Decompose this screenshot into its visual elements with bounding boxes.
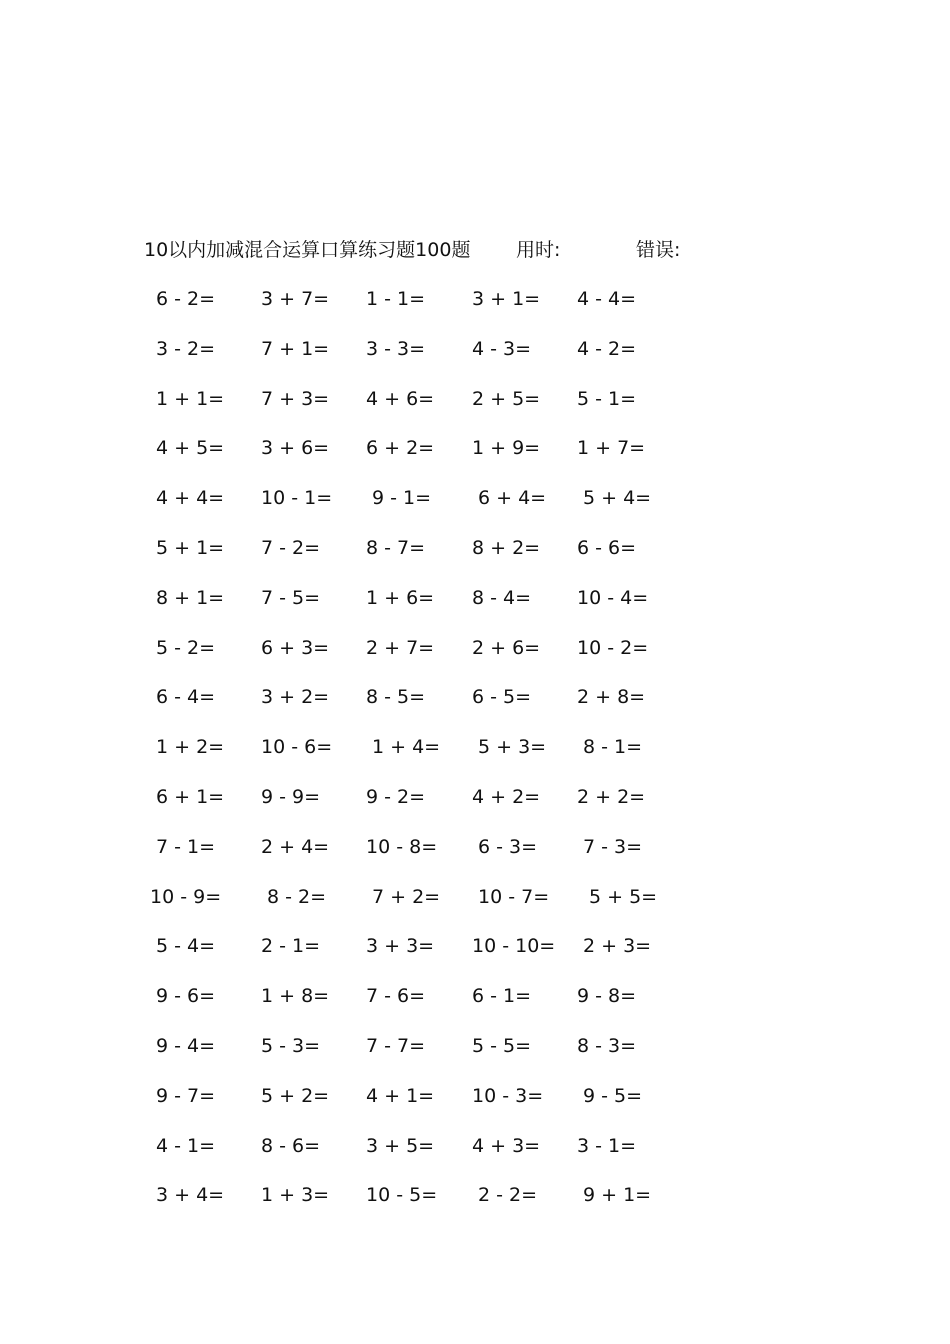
problem-item: 8 - 1= — [583, 736, 643, 758]
problem-item: 7 - 1= — [156, 836, 216, 858]
problem-item: 1 + 4= — [372, 736, 441, 758]
problem-item: 10 - 4= — [577, 587, 649, 609]
problem-item: 9 - 1= — [372, 487, 432, 509]
problem-item: 7 - 7= — [366, 1035, 426, 1057]
problem-item: 3 + 5= — [366, 1135, 435, 1157]
problem-item: 8 - 4= — [472, 587, 532, 609]
problem-item: 3 + 7= — [261, 288, 330, 310]
problem-item: 1 + 7= — [577, 437, 646, 459]
problem-item: 4 + 1= — [366, 1085, 435, 1107]
problem-item: 9 + 1= — [583, 1184, 652, 1206]
problem-item: 2 + 8= — [577, 686, 646, 708]
problem-item: 4 + 5= — [156, 437, 225, 459]
problem-item: 2 - 2= — [478, 1184, 538, 1206]
problem-item: 9 - 6= — [156, 985, 216, 1007]
problem-item: 2 + 2= — [577, 786, 646, 808]
problem-item: 6 - 1= — [472, 985, 532, 1007]
problem-item: 2 - 1= — [261, 935, 321, 957]
time-label: 用时: — [516, 239, 561, 261]
problem-item: 10 - 6= — [261, 736, 333, 758]
problem-item: 7 + 2= — [372, 886, 441, 908]
problem-item: 1 + 9= — [472, 437, 541, 459]
problem-item: 8 - 3= — [577, 1035, 637, 1057]
problem-item: 5 + 3= — [478, 736, 547, 758]
problem-item: 7 - 2= — [261, 537, 321, 559]
problem-item: 10 - 2= — [577, 637, 649, 659]
problem-item: 3 - 3= — [366, 338, 426, 360]
problem-item: 6 - 5= — [472, 686, 532, 708]
problem-item: 10 - 1= — [261, 487, 333, 509]
problem-item: 5 - 2= — [156, 637, 216, 659]
problem-item: 8 - 7= — [366, 537, 426, 559]
problem-item: 8 - 2= — [267, 886, 327, 908]
problem-item: 6 - 4= — [156, 686, 216, 708]
problem-item: 7 - 6= — [366, 985, 426, 1007]
problem-item: 1 - 1= — [366, 288, 426, 310]
problem-item: 5 + 1= — [156, 537, 225, 559]
problem-item: 1 + 2= — [156, 736, 225, 758]
problem-item: 2 + 4= — [261, 836, 330, 858]
problem-item: 5 - 1= — [577, 388, 637, 410]
problem-item: 4 - 3= — [472, 338, 532, 360]
problem-item: 9 - 2= — [366, 786, 426, 808]
problem-item: 8 - 6= — [261, 1135, 321, 1157]
problem-item: 7 - 5= — [261, 587, 321, 609]
problem-item: 10 - 5= — [366, 1184, 438, 1206]
problem-item: 5 - 4= — [156, 935, 216, 957]
problem-item: 2 + 6= — [472, 637, 541, 659]
problem-item: 2 + 3= — [583, 935, 652, 957]
problem-item: 9 - 7= — [156, 1085, 216, 1107]
problem-item: 3 - 2= — [156, 338, 216, 360]
problem-item: 5 + 5= — [589, 886, 658, 908]
problem-item: 9 - 4= — [156, 1035, 216, 1057]
problem-item: 7 + 1= — [261, 338, 330, 360]
problem-item: 3 + 6= — [261, 437, 330, 459]
problem-item: 4 + 2= — [472, 786, 541, 808]
problem-item: 7 + 3= — [261, 388, 330, 410]
problem-item: 9 - 8= — [577, 985, 637, 1007]
problem-item: 7 - 3= — [583, 836, 643, 858]
problem-item: 2 + 7= — [366, 637, 435, 659]
problem-item: 5 + 2= — [261, 1085, 330, 1107]
problem-item: 10 - 3= — [472, 1085, 544, 1107]
problem-item: 10 - 9= — [150, 886, 222, 908]
problem-item: 5 - 5= — [472, 1035, 532, 1057]
problem-item: 1 + 6= — [366, 587, 435, 609]
problem-item: 10 - 7= — [478, 886, 550, 908]
problem-item: 1 + 1= — [156, 388, 225, 410]
problem-item: 9 - 9= — [261, 786, 321, 808]
problem-item: 1 + 8= — [261, 985, 330, 1007]
problem-item: 3 + 4= — [156, 1184, 225, 1206]
problem-item: 6 - 2= — [156, 288, 216, 310]
problem-item: 6 + 2= — [366, 437, 435, 459]
problem-item: 3 + 3= — [366, 935, 435, 957]
problem-item: 8 + 2= — [472, 537, 541, 559]
problem-item: 9 - 5= — [583, 1085, 643, 1107]
problem-item: 8 + 1= — [156, 587, 225, 609]
problem-item: 8 - 5= — [366, 686, 426, 708]
problem-item: 4 + 4= — [156, 487, 225, 509]
problem-item: 4 + 3= — [472, 1135, 541, 1157]
problem-item: 1 + 3= — [261, 1184, 330, 1206]
problem-item: 4 - 1= — [156, 1135, 216, 1157]
problem-item: 4 - 2= — [577, 338, 637, 360]
problem-item: 3 - 1= — [577, 1135, 637, 1157]
problem-item: 10 - 8= — [366, 836, 438, 858]
worksheet-title: 10以内加减混合运算口算练习题100题 — [144, 239, 471, 261]
problem-item: 6 + 3= — [261, 637, 330, 659]
problem-item: 2 + 5= — [472, 388, 541, 410]
problem-item: 4 - 4= — [577, 288, 637, 310]
problem-item: 6 + 4= — [478, 487, 547, 509]
problem-item: 5 - 3= — [261, 1035, 321, 1057]
errors-label: 错误: — [636, 239, 681, 261]
problem-item: 4 + 6= — [366, 388, 435, 410]
problem-item: 6 - 6= — [577, 537, 637, 559]
problem-item: 3 + 1= — [472, 288, 541, 310]
problem-item: 6 - 3= — [478, 836, 538, 858]
problem-item: 6 + 1= — [156, 786, 225, 808]
problem-item: 3 + 2= — [261, 686, 330, 708]
problem-item: 5 + 4= — [583, 487, 652, 509]
problem-item: 10 - 10= — [472, 935, 556, 957]
